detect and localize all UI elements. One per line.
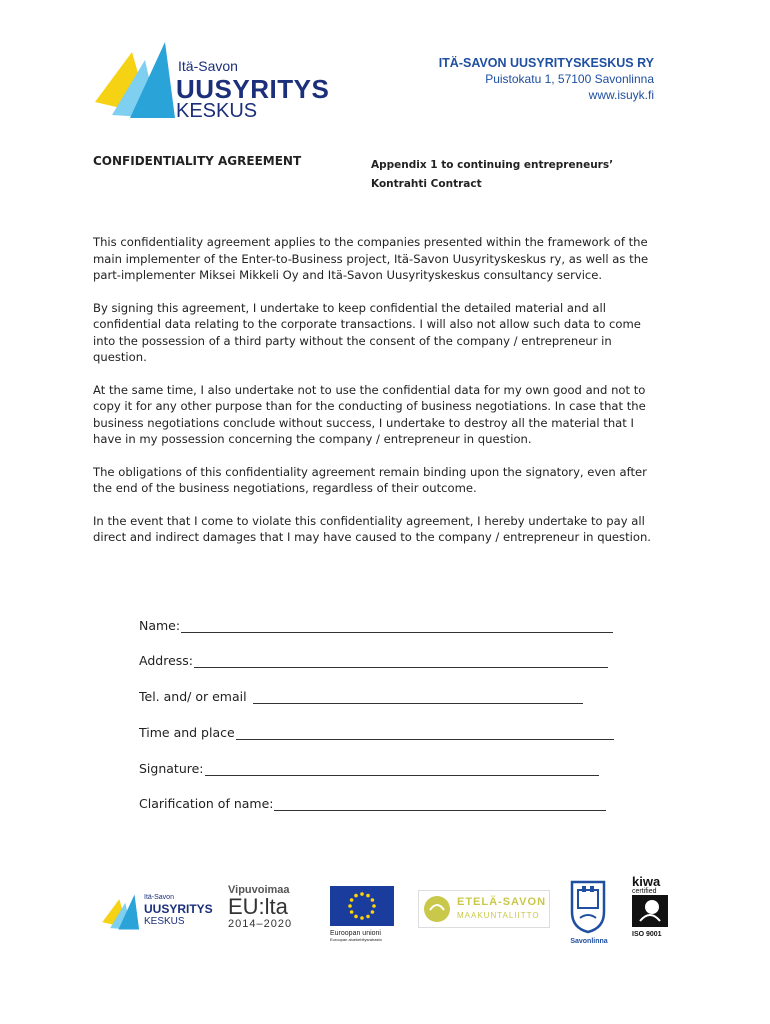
eu-line2: Euroopan aluekehitysrahasto (330, 937, 382, 942)
footer-logos (100, 876, 680, 951)
appendix-note (371, 156, 613, 194)
signature-label: Signature: (139, 761, 204, 776)
organization-info (354, 56, 654, 102)
contact-label: Tel. and/ or email (139, 689, 247, 704)
vipuvoimaa-line3: 2014–2020 (228, 918, 293, 930)
sail-logo-icon (90, 40, 190, 120)
etela-savo-logo (418, 890, 550, 928)
etela-savo-line1: ETELÄ-SAVON (457, 896, 547, 908)
paragraph-1: This confidentiality agreement applies to the companies presented within the framework of the main implementer of the Enter-to-Business project, Itä-Savon Uusyrityskeskus ry, as well as the part-implementer Miksei Mikkeli Oy and Itä-Savon Uusyrityskeskus consultancy service. (93, 235, 649, 282)
kiwa-brand: kiwa (632, 874, 661, 889)
vipuvoimaa-logo (228, 884, 308, 944)
address-field[interactable] (139, 653, 608, 668)
appendix-line1: Appendix 1 to continuing entrepreneurs’ (371, 159, 614, 171)
time-place-label: Time and place (139, 725, 235, 740)
paragraph-5: In the event that I come to violate this confidentiality agreement, I hereby undertake to pay all direct and indirect damages that I may have caused to the company / entrepreneur in question. (93, 513, 651, 544)
clarification-field[interactable] (139, 796, 606, 811)
eu-flag-icon (330, 886, 394, 926)
org-website[interactable]: www.isuyk.fi (588, 88, 654, 102)
appendix-line2: Kontrahti Contract (371, 178, 482, 190)
logo-line1: Itä-Savon (178, 58, 238, 74)
logo-line2: UUSYRITYS (176, 74, 330, 104)
savonlinna-crest-icon (568, 878, 608, 934)
paragraph-3: At the same time, I also undertake not to use the confidential data for my own good and not to copy it for any other purpose than for the conducting of business negotiations. In case that the business negotiations conclude without success, I undertake to destroy all the material that I have in my possession concerning the company / entrepreneur in question. (93, 382, 646, 446)
vipuvoimaa-line2: EU:lta (228, 894, 288, 919)
iso-badge-icon (632, 895, 668, 927)
kiwa-iso: ISO 9001 (632, 931, 662, 938)
kiwa-sub: certified (632, 888, 657, 895)
footer-uusyritys-line2: UUSYRITYS (144, 902, 213, 916)
paragraph-2: By signing this agreement, I undertake to keep confidential the detailed material and all confidential data relating to the corporate transactions. I will also not allow such data to come into the possession of a third party without the consent of the company / entrepreneur in question. (93, 300, 641, 364)
savonlinna-label: Savonlinna (570, 938, 608, 945)
etela-savo-emblem-icon (422, 894, 452, 924)
time-place-field[interactable] (139, 725, 614, 740)
org-name: ITÄ-SAVON UUSYRITYSKESKUS RY (438, 56, 654, 70)
vipuvoimaa-line1: Vipuvoimaa (228, 884, 290, 896)
time-place-line[interactable] (236, 725, 614, 740)
signature-line[interactable] (205, 761, 599, 776)
name-field[interactable] (139, 618, 613, 633)
savonlinna-logo (568, 878, 610, 948)
signature-field[interactable] (139, 761, 599, 776)
contact-line[interactable] (253, 689, 583, 704)
document-title: CONFIDENTIALITY AGREEMENT (93, 154, 302, 168)
clarification-line[interactable] (274, 796, 606, 811)
company-logo (90, 40, 330, 120)
address-line[interactable] (194, 653, 608, 668)
eu-logo (330, 886, 400, 944)
agreement-body (93, 234, 653, 562)
name-label: Name: (139, 618, 181, 633)
etela-savo-line2: MAAKUNTALIITTO (457, 911, 540, 920)
contact-field[interactable] (139, 689, 583, 704)
kiwa-logo (632, 876, 672, 948)
org-address: Puistokatu 1, 57100 Savonlinna (485, 72, 654, 86)
sail-logo-small-icon (100, 892, 146, 932)
footer-uusyritys-logo (100, 888, 220, 938)
logo-line3: KESKUS (176, 100, 258, 122)
eu-line1: Euroopan unioni (330, 930, 381, 937)
clarification-label: Clarification of name: (139, 796, 274, 811)
address-label: Address: (139, 653, 193, 668)
name-line[interactable] (181, 618, 613, 633)
paragraph-4: The obligations of this confidentiality agreement remain binding upon the signatory, even after the end of the business negotiations, regardless of their outcome. (93, 464, 647, 495)
footer-uusyritys-line1: Itä-Savon (144, 894, 174, 901)
footer-uusyritys-line3: KESKUS (144, 916, 185, 927)
